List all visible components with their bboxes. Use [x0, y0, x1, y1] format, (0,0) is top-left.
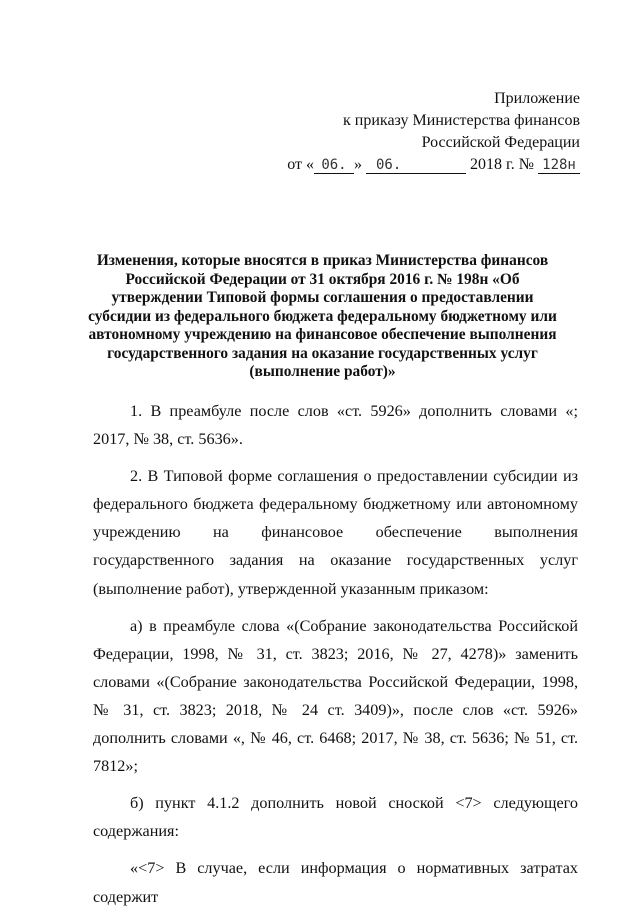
ministry-country: Российской Федерации	[421, 134, 580, 151]
paragraph: а) в преамбуле слова «(Собрание законодательства Российской Федерации, 1998, № 31, ст. 3823; 2016, № 27, 4278)» заменить словами «(Собрание законодательства Российской Федерации, 1998, № 31, ст. 3823; 2018, № 24 ст. 3409)», после слов «ст. 5926» дополнить словами «, № 46, ст. 6468; 2017, № 38, ст. 5636; № 51, ст. 7812»;	[93, 616, 578, 776]
paragraph: 2. В Типовой форме соглашения о предоставлении субсидии из федерального бюджета федеральному бюджетному или автономному учреждению на финансовое обеспечение выполнения государственного задания на оказание государственных услуг (выполнение работ), утвержденной указанным приказом:	[93, 467, 578, 598]
date-prefix: от «	[287, 156, 314, 173]
handwritten-day: 06.	[314, 157, 354, 174]
year-text: 2018 г. №	[469, 156, 534, 173]
day-suffix: »	[353, 156, 362, 173]
appendix-header	[260, 88, 580, 176]
paragraph: б) пункт 4.1.2 дополнить новой сноской <7> следующего содержания:	[93, 794, 578, 841]
paragraph: 1. В преамбуле после слов «ст. 5926» дополнить словами «; 2017, № 38, ст. 5636».	[93, 402, 578, 449]
order-reference: к приказу Министерства финансов	[343, 112, 580, 129]
handwritten-month: 06.	[366, 157, 466, 174]
paragraph: «<7> В случае, если информация о нормативных затратах содержит	[93, 859, 578, 906]
document-title: Изменения, которые вносятся в приказ Министерства финансов Российской Федерации от 31 октября 2016 г. № 198н «Об утверждении Типовой формы соглашения о предоставлении субсидии из федерального бюджета федеральному бюджетному или автономному учреждению на финансовое обеспечение выполнения государственного задания на оказание государственных услуг (выполнение работ)»	[88, 252, 557, 380]
appendix-label: Приложение	[494, 90, 580, 107]
order-date-line	[260, 154, 580, 176]
handwritten-order-number: 128н	[538, 157, 580, 174]
document-body	[93, 397, 578, 911]
